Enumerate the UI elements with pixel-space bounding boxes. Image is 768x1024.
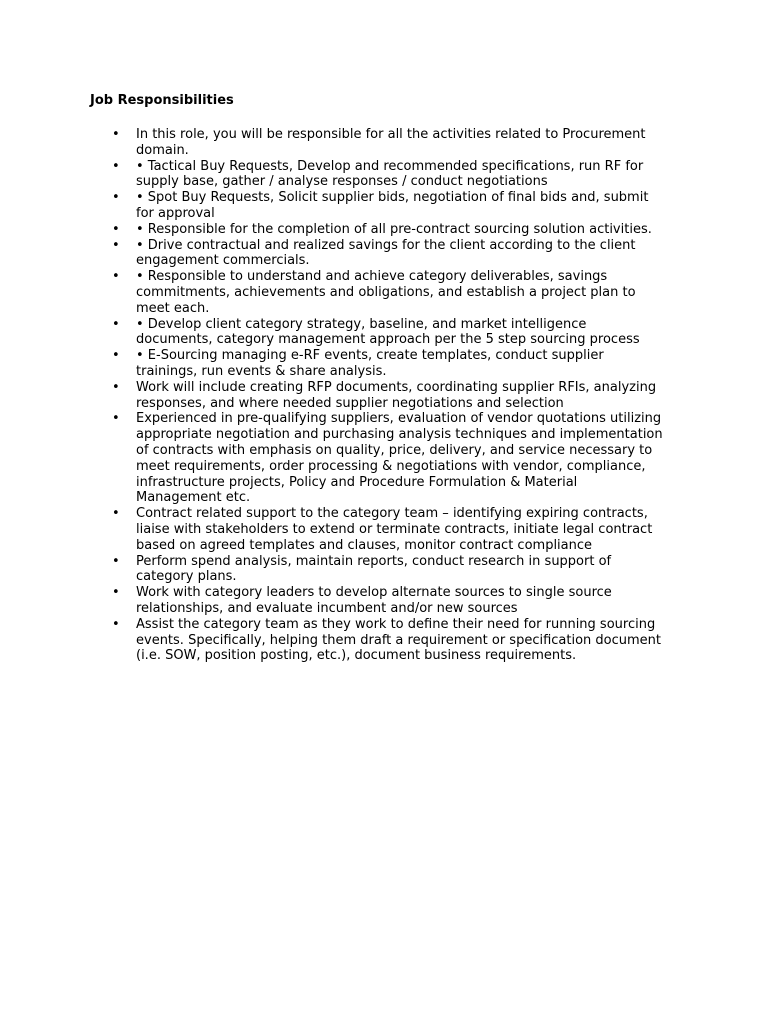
bullet-icon: • [112,411,120,427]
bullet-icon: • [112,221,120,237]
list-item-text: • Responsible to understand and achieve category deliverables, savings commitments, achievements and obligations, and establish a project plan to meet each. [136,269,636,316]
list-item [112,269,664,316]
list-item [112,617,664,664]
list-item [112,585,664,617]
list-item-text: Work will include creating RFP documents, coordinating supplier RFIs, analyzing responses, and where needed supplier negotiations and selection [136,379,657,411]
list-item-text: Contract related support to the category team – identifying expiring contracts, liaise with stakeholders to extend or terminate contracts, initiate legal contract based on agreed templates and clauses, monitor contract compliance [136,506,653,553]
list-item [112,411,664,506]
section-heading: Job Responsibilities [90,93,234,108]
bullet-icon: • [112,553,120,569]
bullet-icon: • [112,379,120,395]
list-item-text: • Responsible for the completion of all pre-contract sourcing solution activities. [136,221,652,237]
list-item [112,317,664,349]
list-item-text: • Drive contractual and realized savings for the client according to the client engagement commercials. [136,237,636,269]
list-item [112,506,664,553]
list-item-text: Experienced in pre-qualifying suppliers, evaluation of vendor quotations utilizing appropriate negotiation and purchasing analysis techniques and implementation of contracts with emphasis on quality, price, delivery, and service necessary to meet requirements, order processing & negotiations with vendor, compliance, infrastructure projects, Policy and Procedure Formulation & Material Management etc. [136,411,663,506]
bullet-icon: • [112,127,120,142]
list-item [112,222,664,238]
bullet-icon: • [112,616,120,632]
list-item-text: • E-Sourcing managing e-RF events, create templates, conduct supplier trainings, run events & share analysis. [136,348,604,379]
list-item [112,348,664,380]
responsibilities-list [112,127,664,664]
list-item-text: Work with category leaders to develop alternate sources to single source relationships, and evaluate incumbent and/or new sources [136,585,612,616]
list-item [112,127,664,159]
bullet-icon: • [112,585,120,601]
list-item-text: • Spot Buy Requests, Solicit supplier bids, negotiation of final bids and, submit for approval [136,190,649,221]
list-item-text: In this role, you will be responsible for all the activities related to Procurement domain. [136,127,646,158]
bullet-icon: • [112,158,120,174]
bullet-icon: • [112,316,120,332]
bullet-icon: • [112,269,120,285]
bullet-icon: • [112,506,120,522]
list-item [112,238,664,270]
list-item-text: Assist the category team as they work to define their need for running sourcing events. Specifically, helping them draft a requirement or specification document (i.e. SOW, position posting, etc.), document business requirements. [136,616,662,664]
list-item-text: • Tactical Buy Requests, Develop and recommended specifications, run RF for supply base, gather / analyse responses / conduct negotiations [136,158,644,190]
bullet-icon: • [112,348,120,364]
list-item [112,554,664,586]
bullet-icon: • [112,237,120,253]
list-item [112,159,664,191]
list-item [112,190,664,222]
bullet-icon: • [112,190,120,206]
list-item-text: • Develop client category strategy, baseline, and market intelligence documents, category management approach per the 5 step sourcing process [136,316,640,348]
list-item-text: Perform spend analysis, maintain reports, conduct research in support of category plans. [136,553,612,585]
list-item [112,380,664,412]
